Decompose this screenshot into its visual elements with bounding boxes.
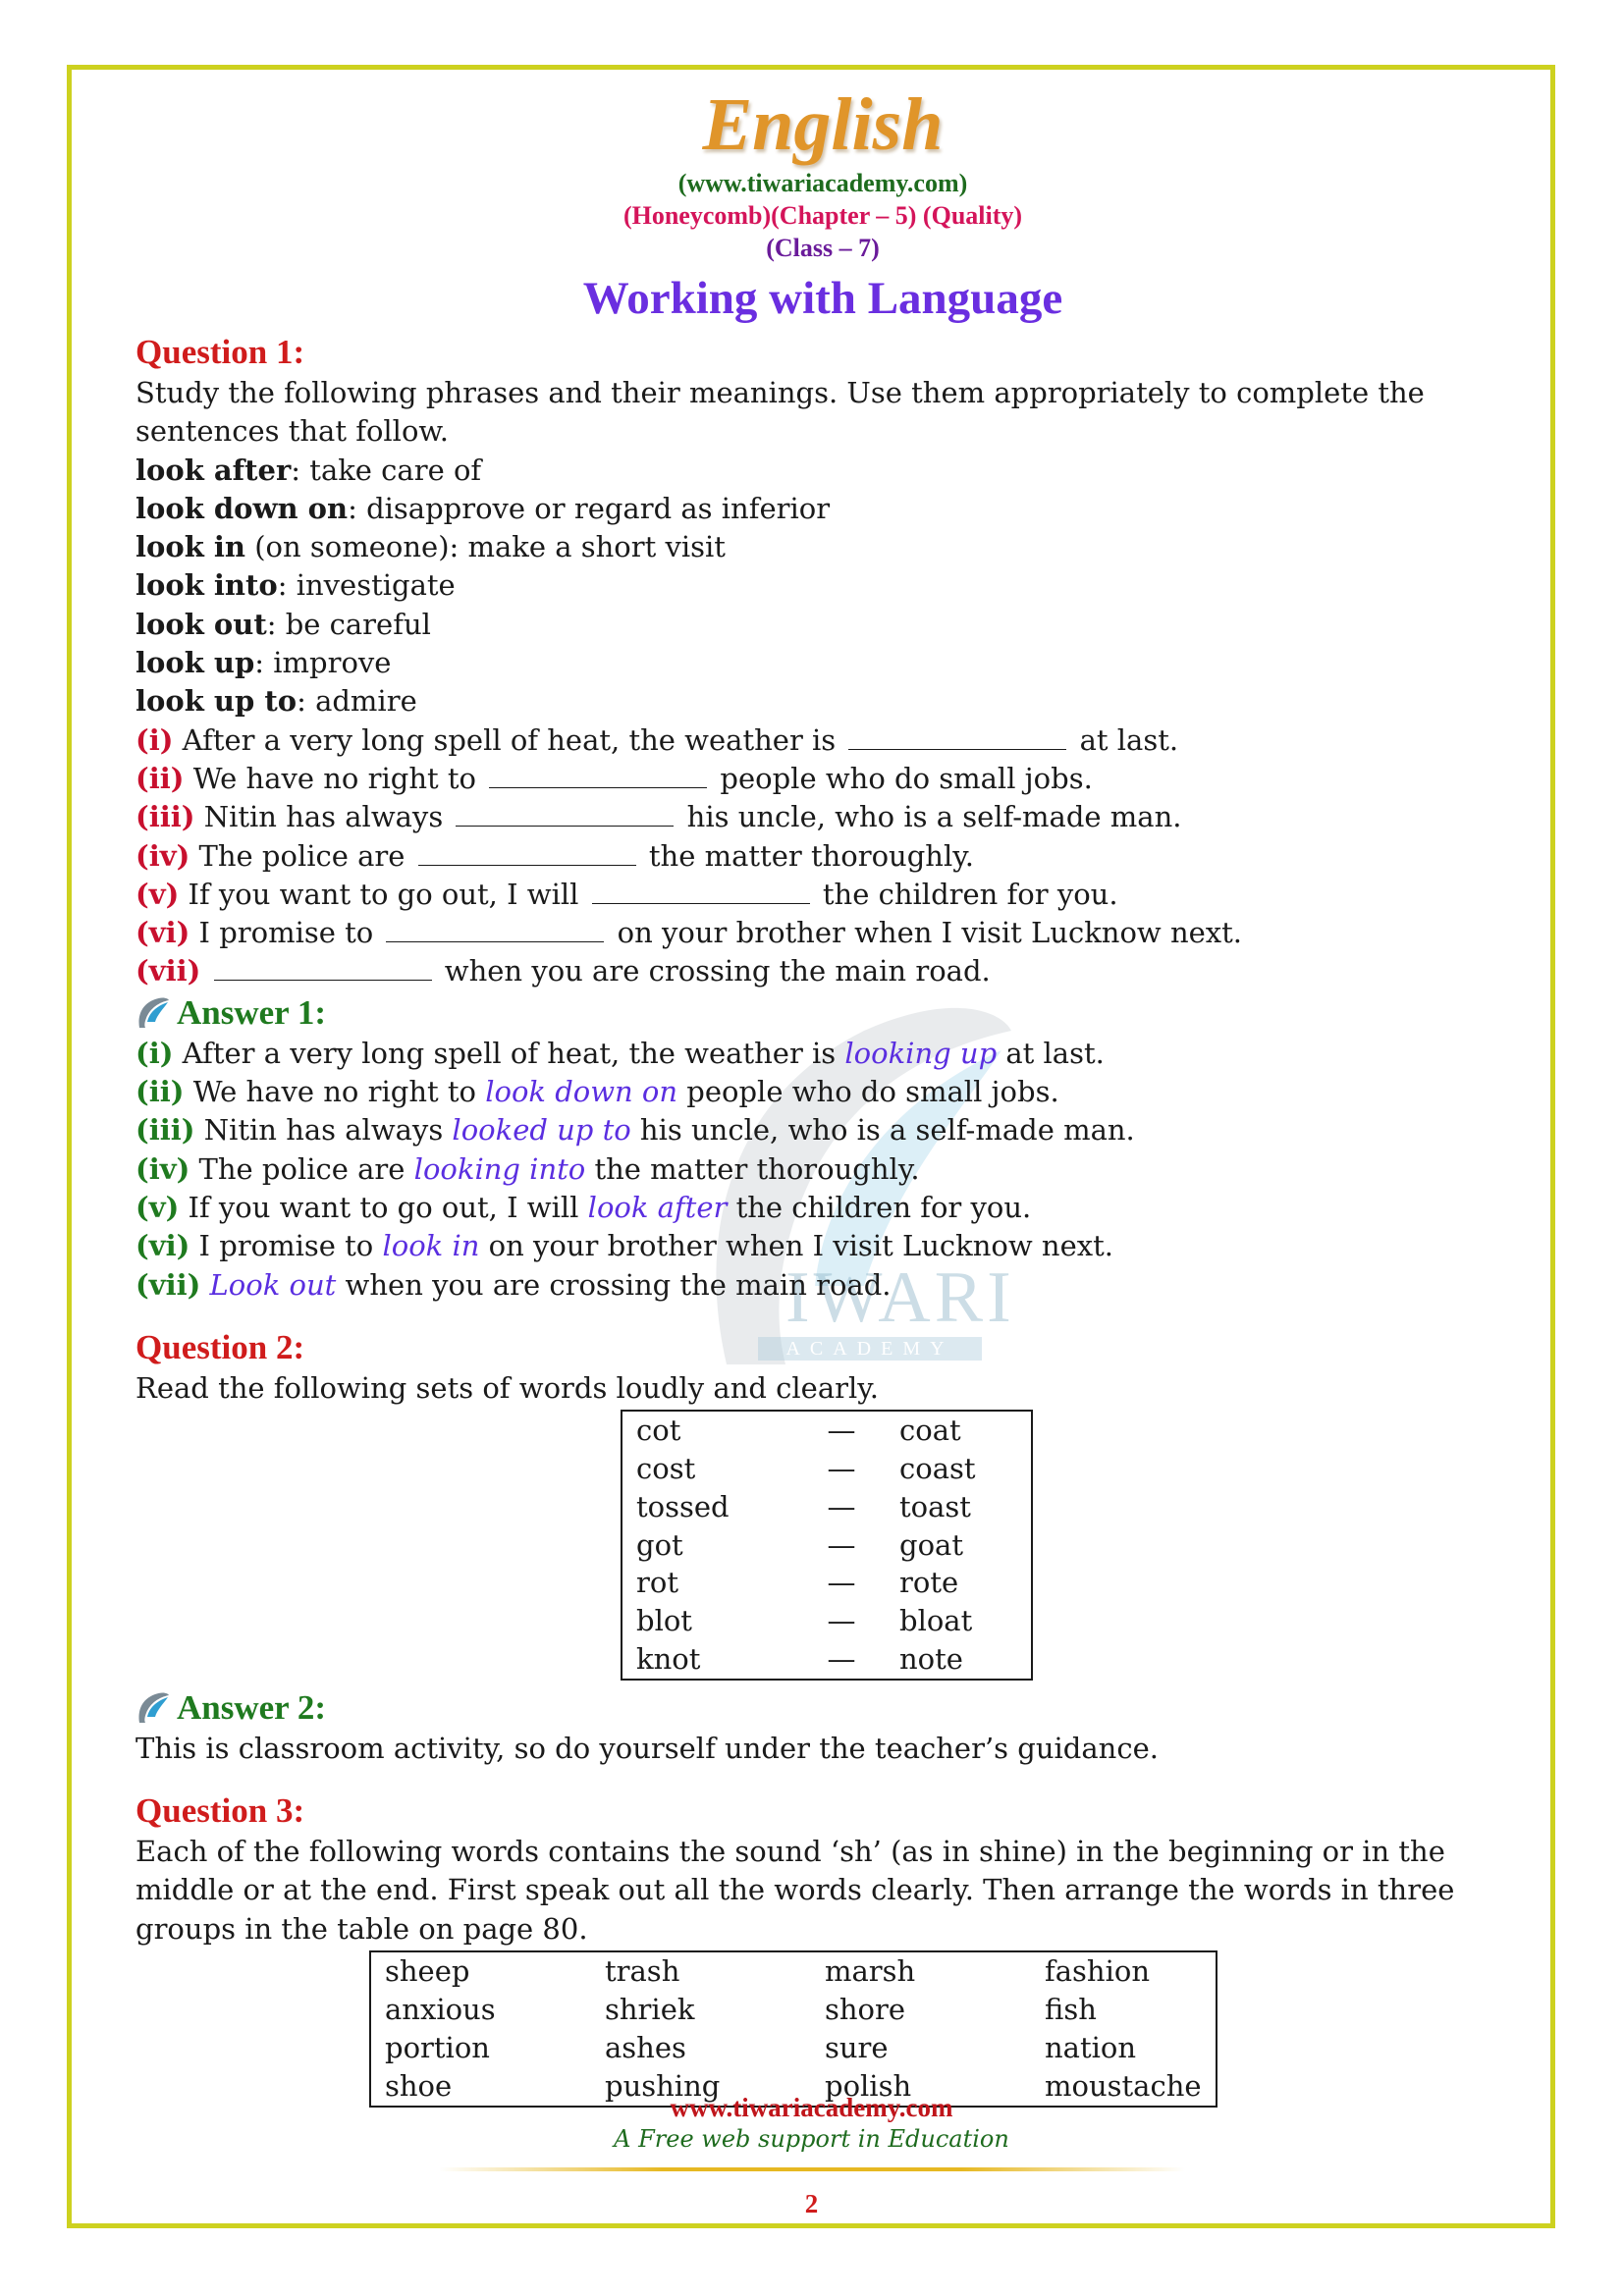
sentence-number: (i)	[135, 722, 174, 757]
answer-sentence	[135, 1227, 1510, 1265]
table-cell: sheep	[385, 1953, 470, 1988]
word-short: knot	[636, 1641, 701, 1676]
question-1-heading: Question 1:	[135, 333, 305, 371]
table-cell: moustache	[1045, 2068, 1202, 2103]
sentence-text-before: Nitin has always	[194, 800, 453, 834]
answer-1-heading	[135, 991, 1510, 1035]
answer-phrase: look in	[382, 1229, 480, 1263]
table-row	[622, 1411, 1032, 1450]
sentence-text-after: when you are crossing the main road.	[435, 954, 991, 988]
sentence-number: (v)	[135, 877, 180, 911]
table-row	[622, 1564, 1032, 1602]
fill-blank	[386, 920, 604, 942]
answer-text-before: The police are	[189, 1151, 414, 1186]
answer-text-after: on your brother when I visit Lucknow next.	[479, 1229, 1113, 1263]
sentence-text-before: If you want to go out, I will	[179, 877, 588, 911]
answer-text-before: Nitin has always	[194, 1113, 453, 1148]
watermark-text: IWARI	[785, 1257, 1015, 1338]
answer-text-after: his uncle, who is a self-made man.	[630, 1113, 1135, 1148]
sentence-text-after: people who do small jobs.	[711, 761, 1093, 795]
answer-number: (ii)	[135, 1075, 185, 1109]
table-row	[622, 1450, 1032, 1488]
sentence-text-before: I promise to	[189, 916, 383, 950]
phrase-meaning: : disapprove or regard as inferior	[348, 491, 831, 525]
table-row	[370, 1951, 1217, 1991]
question-3-heading: Question 3:	[135, 1791, 305, 1830]
question-2-text: Read the following sets of words loudly and clearly.	[135, 1370, 880, 1405]
word-pairs-table	[621, 1410, 1033, 1681]
question-sentence	[135, 876, 1510, 914]
word-short: cot	[636, 1414, 681, 1448]
phrase-meaning: : be careful	[266, 607, 431, 641]
word-dash: —	[827, 1641, 856, 1676]
answer-phrase: looking up	[844, 1036, 998, 1070]
sentence-number: (iv)	[135, 838, 190, 873]
answer-2-text: This is classroom activity, so do yourself under the teacher’s guidance.	[135, 1731, 1159, 1765]
answer-text-before: I promise to	[189, 1229, 383, 1263]
sentence-number: (vi)	[135, 916, 190, 950]
answer-sentence	[135, 1189, 1510, 1227]
answer-text-after: at last.	[997, 1036, 1105, 1070]
phrase-term: look up to	[135, 684, 298, 719]
table-row	[622, 1640, 1032, 1680]
table-cell: polish	[825, 2068, 912, 2103]
question-3-text: Each of the following words contains the sound ‘sh’ (as in shine) in the beginning or in the middle or at the end. First speak out all the words clearly. Then arrange the words in three groups in the table on page 80.	[135, 1835, 1455, 1946]
answer-phrase: looked up to	[452, 1113, 631, 1148]
question-sentence	[135, 952, 1510, 990]
page-number: 2	[804, 2189, 819, 2218]
fill-blank	[456, 804, 674, 827]
sentence-text-after: his uncle, who is a self-made man.	[677, 800, 1182, 834]
phrase-term: look after	[135, 453, 292, 487]
answer-text-before: After a very long spell of heat, the weather is	[173, 1036, 845, 1070]
sentence-text-after: at last.	[1070, 722, 1179, 757]
answer-2-heading	[135, 1686, 1510, 1730]
answer-sentence	[135, 1111, 1510, 1149]
word-dash: —	[827, 1527, 856, 1562]
phrase-meaning: : take care of	[291, 453, 482, 487]
watermark-subtext: ACADEMY	[758, 1337, 982, 1361]
word-dash: —	[827, 1414, 856, 1448]
fill-blank	[214, 958, 432, 981]
answer-number: (i)	[135, 1036, 174, 1070]
word-dash: —	[827, 1566, 856, 1600]
question-2-heading: Question 2:	[135, 1327, 305, 1366]
word-long: bloat	[899, 1604, 973, 1638]
table-row	[370, 1991, 1217, 2029]
sentence-text-after: the children for you.	[813, 877, 1118, 911]
word-long: rote	[899, 1566, 959, 1600]
answer-number: (iii)	[135, 1113, 195, 1148]
answer-text-before: We have no right to	[184, 1075, 486, 1109]
phrase-meaning: : improve	[254, 646, 392, 680]
question-sentence	[135, 837, 1510, 876]
question-sentence	[135, 760, 1510, 798]
phrase-item	[135, 682, 1510, 721]
word-long: toast	[899, 1489, 971, 1523]
word-dash: —	[827, 1604, 856, 1638]
answer-number: (v)	[135, 1190, 180, 1224]
table-row	[622, 1602, 1032, 1640]
phrase-meaning: (on someone): make a short visit	[245, 530, 726, 564]
table-row	[370, 2029, 1217, 2067]
word-dash: —	[827, 1451, 856, 1485]
phrase-item	[135, 452, 1510, 490]
table-cell: ashes	[605, 2030, 686, 2064]
table-cell: anxious	[385, 1992, 496, 2026]
answer-sentence	[135, 1035, 1510, 1073]
answer-phrase: Look out	[209, 1267, 337, 1302]
table-cell: portion	[385, 2030, 490, 2064]
word-long: coat	[899, 1414, 961, 1448]
header-class: (Class – 7)	[766, 234, 880, 262]
word-dash: —	[827, 1489, 856, 1523]
phrase-item	[135, 490, 1510, 528]
phrase-term: look down on	[135, 491, 349, 525]
word-long: note	[899, 1641, 963, 1676]
table-row	[622, 1488, 1032, 1526]
word-long: goat	[899, 1527, 963, 1562]
phrase-item	[135, 566, 1510, 605]
fill-blank	[592, 881, 810, 904]
answer-text-before	[200, 1268, 209, 1302]
answer-text-after: when you are crossing the main road.	[336, 1267, 892, 1302]
fill-blank	[418, 843, 636, 866]
answer-sentence	[135, 1150, 1510, 1189]
page-footer	[0, 2091, 1623, 2220]
answer-1-label: Answer 1:	[177, 992, 326, 1032]
answer-phrase: looking into	[413, 1151, 586, 1186]
answer-number: (vi)	[135, 1229, 190, 1263]
question-sentence	[135, 721, 1510, 760]
word-short: tossed	[636, 1489, 730, 1523]
answer-sentence	[135, 1073, 1510, 1111]
table-cell: nation	[1045, 2030, 1137, 2064]
footer-website[interactable]: www.tiwariacademy.com	[670, 2093, 953, 2122]
sentence-text-before: We have no right to	[184, 761, 486, 795]
table-cell: fish	[1045, 1992, 1097, 2026]
answer-1-sentences	[135, 1035, 1510, 1305]
fill-blank	[489, 766, 707, 788]
answer-2-label: Answer 2:	[177, 1687, 326, 1727]
phrase-item	[135, 528, 1510, 566]
section-title: Working with Language	[582, 273, 1063, 324]
page-content	[135, 82, 1510, 2108]
answer-text-after: the matter thoroughly.	[585, 1151, 920, 1186]
table-row	[622, 1526, 1032, 1565]
phrase-term: look up	[135, 646, 255, 680]
word-short: cost	[636, 1451, 696, 1485]
phrase-meaning: : investigate	[277, 568, 456, 603]
sentence-text-after: on your brother when I visit Lucknow next.	[608, 916, 1243, 950]
sentence-text-before	[200, 954, 209, 988]
question-sentence	[135, 798, 1510, 836]
sentence-text-after: the matter thoroughly.	[639, 838, 974, 873]
table-cell: sure	[825, 2030, 889, 2064]
table-cell: fashion	[1045, 1953, 1150, 1988]
phrase-term: look into	[135, 568, 278, 603]
footer-divider	[439, 2167, 1185, 2171]
question-1-intro: Study the following phrases and their meanings. Use them appropriately to complete the sentences that follow.	[135, 376, 1425, 449]
answer-phrase: look down on	[485, 1075, 678, 1109]
phrase-item	[135, 606, 1510, 644]
tiwari-logo-icon	[135, 1691, 171, 1725]
phrase-list	[135, 452, 1510, 721]
sentence-text-before: The police are	[189, 838, 414, 873]
table-cell: shriek	[605, 1992, 695, 2026]
table-cell: trash	[605, 1953, 680, 1988]
answer-sentence	[135, 1266, 1510, 1305]
tiwari-logo-icon	[135, 996, 171, 1030]
answer-phrase: look after	[587, 1190, 728, 1224]
sh-words-table	[369, 1950, 1217, 2108]
fill-blank	[848, 727, 1066, 750]
phrase-item	[135, 644, 1510, 682]
word-short: blot	[636, 1604, 692, 1638]
answer-text-after: people who do small jobs.	[677, 1075, 1059, 1109]
question-1-sentences	[135, 721, 1510, 991]
phrase-meaning: : admire	[297, 684, 417, 719]
phrase-term: look in	[135, 530, 245, 564]
word-short: rot	[636, 1566, 678, 1600]
sentence-number: (vii)	[135, 954, 201, 988]
table-cell: shore	[825, 1992, 906, 2026]
sentence-number: (ii)	[135, 761, 185, 795]
footer-tagline: A Free web support in Education	[614, 2125, 1009, 2153]
page-title: English	[702, 83, 944, 166]
answer-number: (iv)	[135, 1151, 190, 1186]
sentence-text-before: After a very long spell of heat, the weather is	[173, 722, 845, 757]
table-cell: marsh	[825, 1953, 916, 1988]
table-cell: shoe	[385, 2068, 453, 2103]
header-website: (www.tiwariacademy.com)	[677, 169, 968, 197]
sentence-number: (iii)	[135, 800, 195, 834]
answer-text-after: the children for you.	[727, 1190, 1032, 1224]
answer-number: (vii)	[135, 1267, 201, 1302]
phrase-term: look out	[135, 607, 267, 641]
table-cell: pushing	[605, 2068, 721, 2103]
question-sentence	[135, 914, 1510, 952]
word-long: coast	[899, 1451, 976, 1485]
word-short: got	[636, 1527, 683, 1562]
header-chapter: (Honeycomb)(Chapter – 5) (Quality)	[622, 201, 1023, 230]
answer-text-before: If you want to go out, I will	[179, 1190, 588, 1224]
